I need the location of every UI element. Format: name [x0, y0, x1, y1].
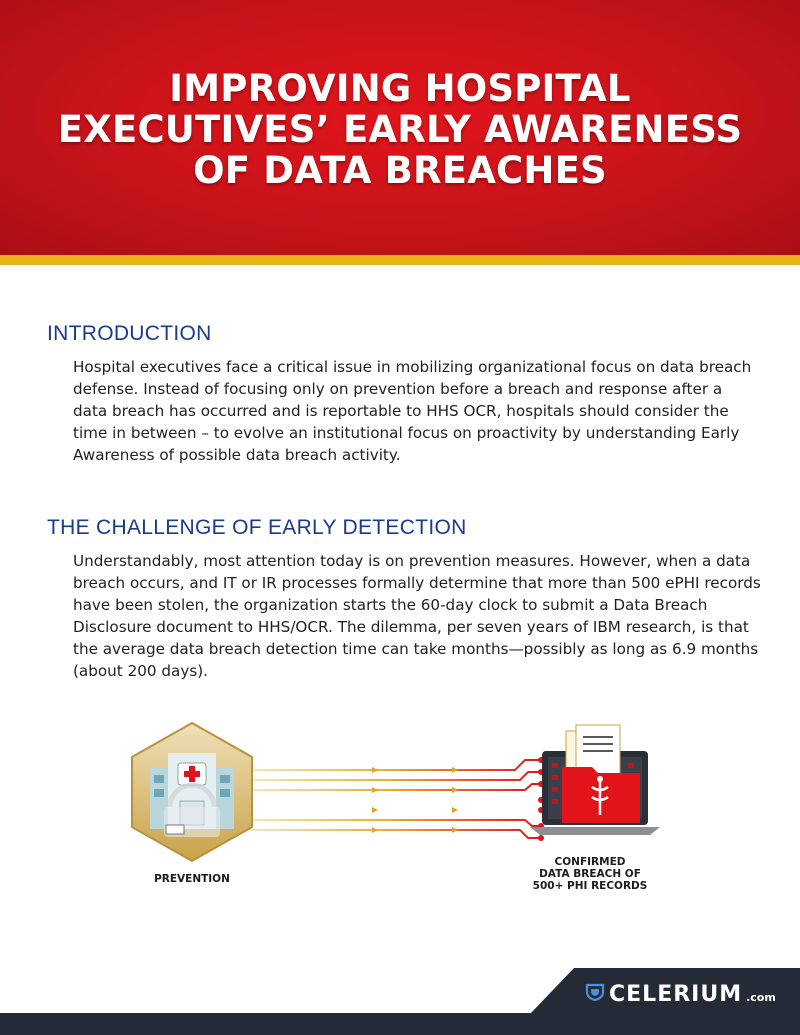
challenge-line-5: the average data breach detection time can take months—possibly as long as 6.9 months: [73, 640, 759, 658]
breach-timeline-infographic: [120, 715, 680, 900]
challenge-line-3: have been stolen, the organization starts the 60-day clock to submit a Data Breach: [73, 596, 708, 614]
laptop-medical-folder-icon: [530, 725, 660, 835]
intro-line-2: defense. Instead of focusing only on prevention before a breach and response after a: [73, 380, 723, 398]
challenge-line-6: (about 200 days).: [73, 662, 208, 680]
title-banner: [0, 0, 800, 255]
logo-suffix: .com: [746, 991, 776, 1004]
intro-line-1: Hospital executives face a critical issue in mobilizing organizational focus on data breach: [73, 358, 752, 376]
title-line-3: OF DATA BREACHES: [193, 149, 607, 192]
challenge-heading: THE CHALLENGE OF EARLY DETECTION: [47, 516, 467, 539]
flow-arrows: [250, 760, 540, 838]
confirmed-breach-caption: [515, 856, 665, 892]
footer-band: [0, 1013, 800, 1035]
challenge-line-4: Disclosure document to HHS/OCR. The dilemma, per seven years of IBM research, is that: [73, 618, 749, 636]
introduction-paragraph: [73, 356, 763, 466]
introduction-heading: INTRODUCTION: [47, 322, 212, 345]
logo-wordmark: CELERIUM: [609, 982, 743, 1007]
breach-caption-line-1: CONFIRMED: [554, 856, 626, 868]
intro-line-4: time in between – to evolve an institutional focus on proactivity by understanding Early: [73, 424, 740, 442]
page-title: [40, 68, 760, 191]
prevention-caption: PREVENTION: [154, 873, 230, 885]
challenge-line-1: Understandably, most attention today is on prevention measures. However, when a data: [73, 552, 751, 570]
breach-caption-line-3: 500+ PHI RECORDS: [532, 880, 648, 892]
flow-line-6: [250, 820, 540, 826]
breach-caption-line-2: DATA BREACH OF: [539, 868, 641, 880]
banner-gold-stripe: [0, 255, 800, 265]
intro-line-3: data breach has occurred and is reportable to HHS OCR, hospitals should consider the: [73, 402, 729, 420]
shield-icon: [585, 983, 605, 1001]
flow-line-2: [250, 772, 540, 780]
celerium-logo[interactable]: [585, 982, 776, 1007]
flow-line-1: [250, 760, 540, 770]
challenge-line-2: breach occurs, and IT or IR processes formally determine that more than 500 ePHI records: [73, 574, 761, 592]
hospital-lock-icon: [132, 723, 252, 861]
title-line-2: EXECUTIVES’ EARLY AWARENESS: [57, 108, 743, 151]
title-line-1: IMPROVING HOSPITAL: [169, 67, 631, 110]
flow-line-3: [250, 784, 540, 790]
flow-line-7: [250, 830, 540, 838]
intro-line-5: Awareness of possible data breach activity.: [73, 446, 401, 464]
challenge-paragraph: [73, 550, 763, 682]
